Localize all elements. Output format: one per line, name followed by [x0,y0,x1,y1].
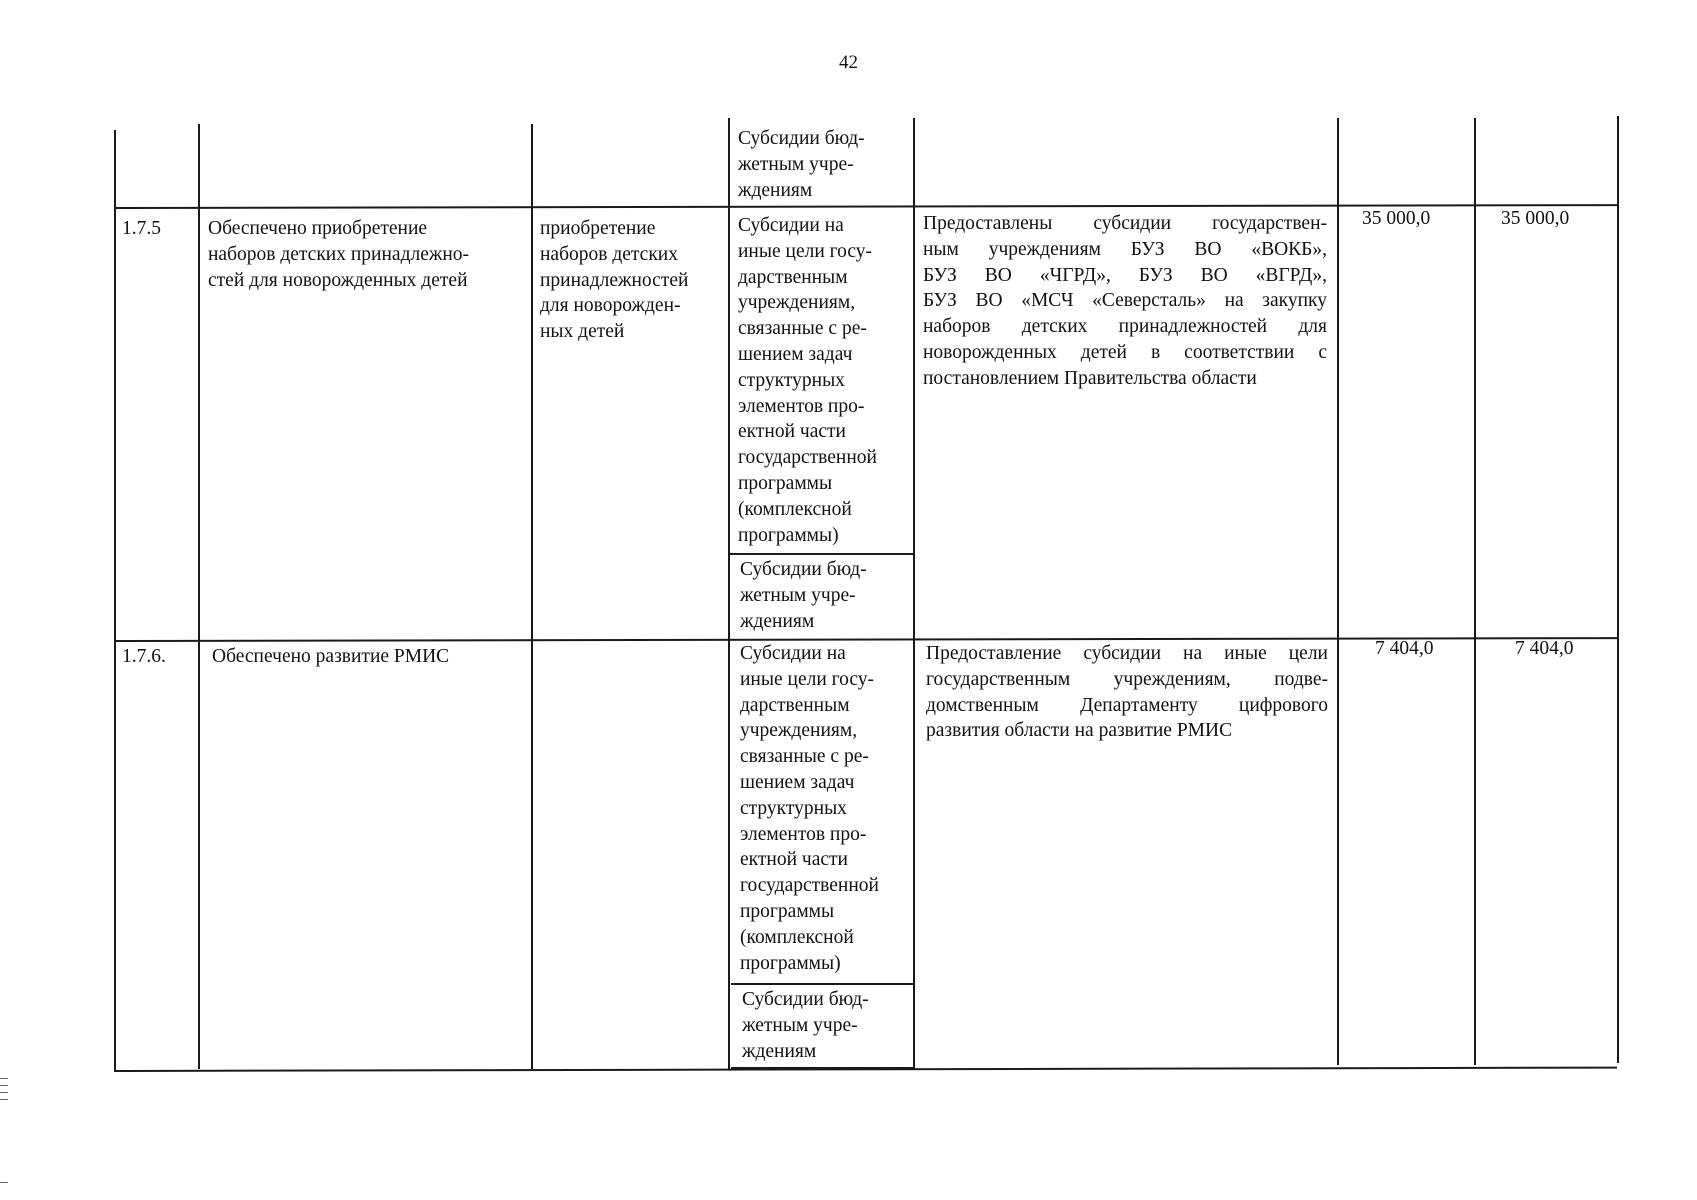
text-line: (комплексной [738,498,852,520]
text-line: иные цели госу- [740,668,875,690]
row-number: 1.7.5 [122,218,161,239]
text-line: государственной [738,447,877,469]
source-cell-a [738,213,877,548]
text-line: Обеспечено приобретение [208,218,428,239]
text-line: Обеспечено развитие РМИС [212,646,450,667]
text-line: дарственным [740,694,850,716]
text-line: Предоставление субсидии на иные цели [926,643,1328,664]
text-line: учреждениям, [740,720,858,742]
source-cell-continued [738,126,865,203]
text-line: жетным учре- [740,584,856,606]
text-line: структурных [740,797,847,819]
text-line: Субсидии на [738,215,844,236]
text-line: элементов про- [740,823,867,845]
text-line: ектной части [740,849,848,871]
source-cell-a [740,641,879,976]
text-line: Субсидии на [740,643,846,664]
text-line: наборов детских [540,243,678,265]
binding-mark [0,1099,8,1100]
text-line: программы [738,472,833,494]
text-line: постановлением Правительства области [923,367,1257,389]
text-line: дарственным [738,266,848,288]
text-line: связанные с ре- [740,746,869,768]
amount-cell: 7 404,0 [1515,638,1574,659]
binding-mark [0,1182,8,1183]
column-rule [1337,118,1339,1065]
text-line: новорожденных детей в соответствии с [923,341,1327,363]
row-rule [731,983,914,985]
text-line: программы) [740,952,841,974]
binding-mark [0,1085,8,1086]
row-number: 1.7.6. [122,646,166,667]
binding-mark [0,1092,8,1093]
text-line: ждениям [742,1040,817,1062]
text-line: ектной части [738,421,846,443]
amount-cell: 35 000,0 [1501,208,1570,229]
text-line: шением задач [738,343,853,365]
source-cell-b [740,557,867,634]
text-line: наборов детских принадлежно- [208,243,470,265]
object-cell [540,216,688,345]
text-line: БУЗ ВО «МСЧ «Северсталь» на закупку [923,290,1327,312]
column-rule [1617,116,1619,1063]
text-line: ных детей [540,321,625,343]
row-rule [728,553,913,555]
description-cell [926,641,1328,744]
column-rule [1474,118,1476,1065]
text-line: ным учреждениям БУЗ ВО «ВОКБ», [923,238,1327,260]
page-number: 42 [839,52,858,73]
result-cell [212,644,449,670]
text-line: государственной [740,875,879,897]
column-rule [913,118,915,1069]
text-line: государственным учреждениям, подве- [926,668,1328,690]
text-line: ждениям [740,610,815,632]
text-line: Субсидии бюд- [740,559,867,580]
text-line: шением задач [740,771,855,793]
text-line: программы [740,900,835,922]
text-line: структурных [738,369,845,391]
text-line: элементов про- [738,395,865,417]
column-rule [114,130,116,1071]
text-line: домственным Департаменту цифрового [926,694,1328,716]
text-line: принадлежностей [540,269,689,291]
text-line: связанные с ре- [738,318,867,340]
text-line: для новорожден- [540,295,681,317]
amount-cell: 7 404,0 [1375,638,1434,659]
text-line: иные цели госу- [738,240,873,262]
column-rule [728,118,730,1069]
text-line: жетным учре- [742,1014,858,1036]
text-line: ждениям [738,179,813,201]
amount-cell: 35 000,0 [1362,208,1431,229]
text-line: Субсидии бюд- [742,989,869,1010]
description-cell [923,211,1327,392]
text-line: стей для новорожденных детей [208,269,468,291]
text-line: развития области на развитие РМИС [926,720,1233,742]
binding-mark [0,1078,8,1079]
column-rule [531,124,533,1069]
text-line: (комплексной [740,926,854,948]
text-line: наборов детских принадлежностей для [923,316,1327,338]
row-rule [114,1067,1617,1072]
text-line: приобретение [540,218,656,239]
column-rule [198,124,200,1069]
text-line: учреждениям, [738,292,856,314]
text-line: Субсидии бюд- [738,128,865,149]
source-cell-b [742,987,869,1064]
result-cell [208,216,469,293]
text-line: Предоставлены субсидии государствен- [923,213,1327,234]
text-line: жетным учре- [738,153,854,175]
text-line: программы) [738,524,839,546]
text-line: БУЗ ВО «ЧГРД», БУЗ ВО «ВГРД», [923,264,1327,286]
